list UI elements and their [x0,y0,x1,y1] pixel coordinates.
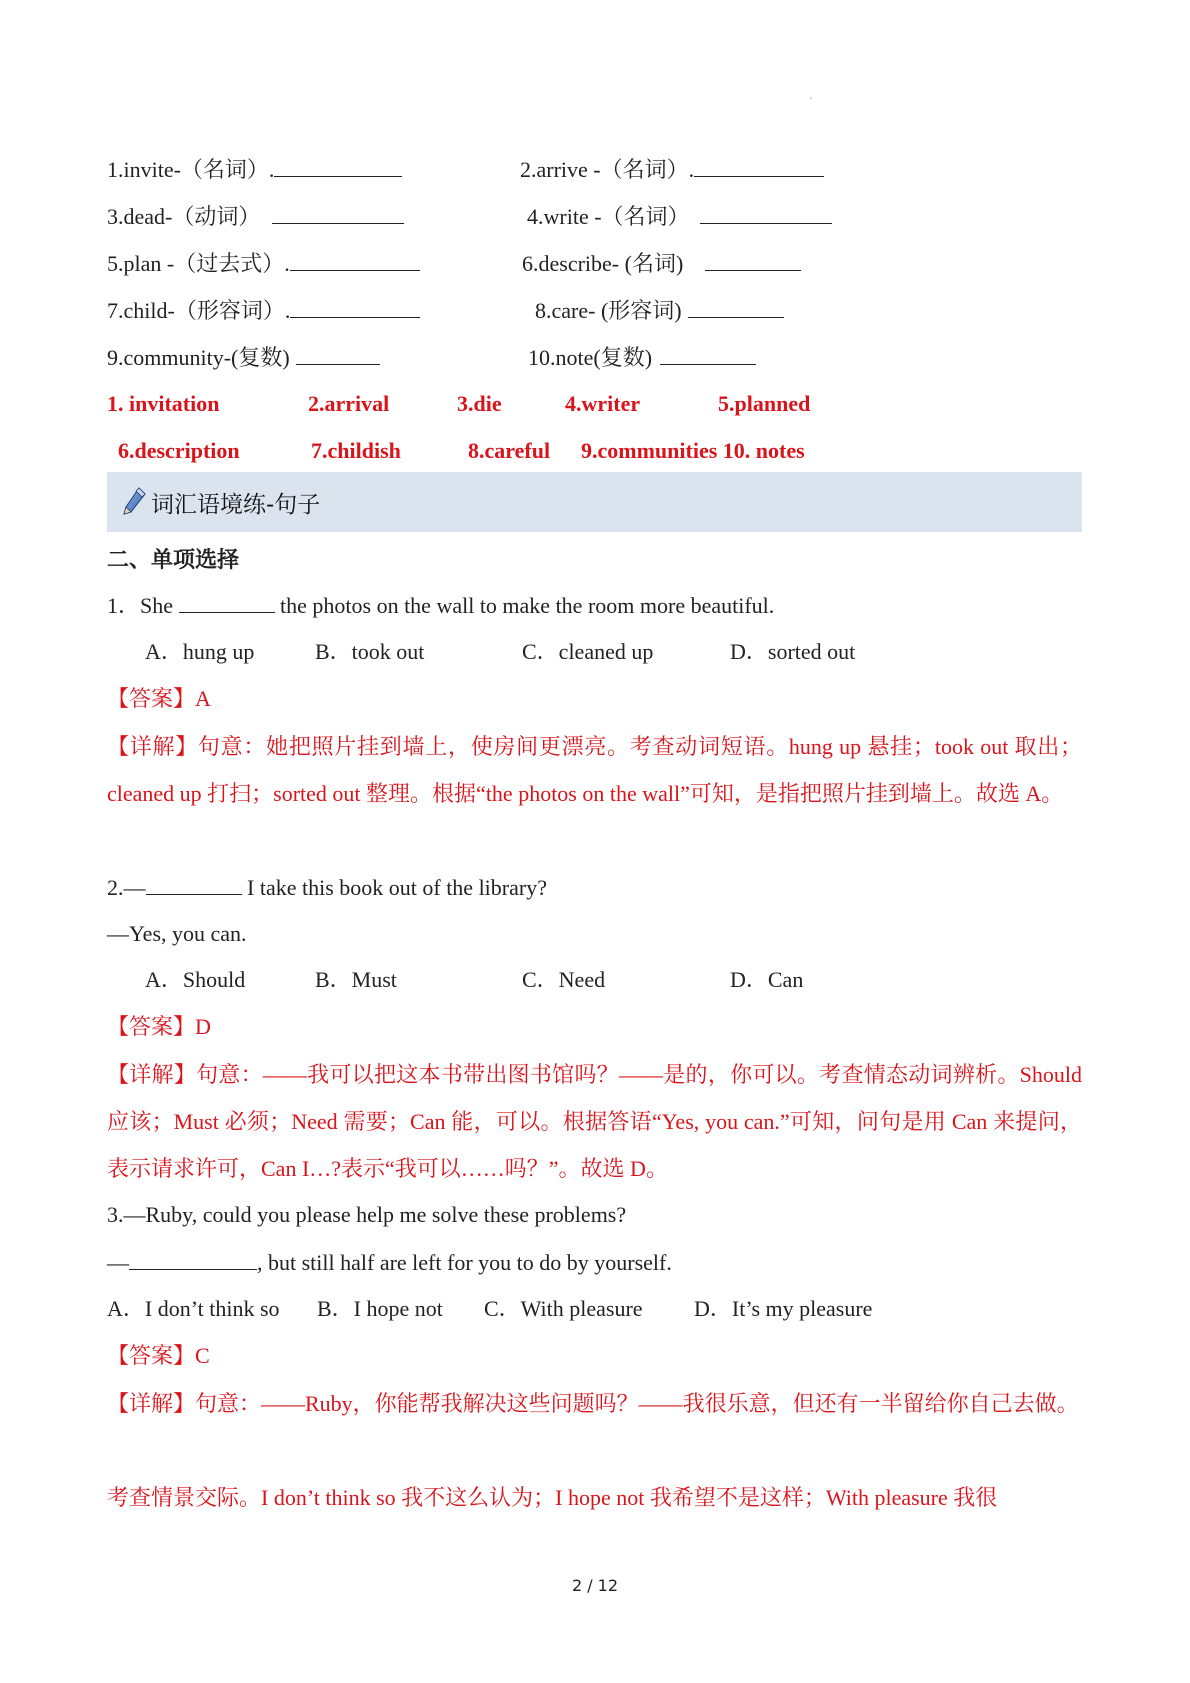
answer-blank[interactable] [694,154,824,177]
explanation: 【详解】句意：——我可以把这本书带出图书馆吗？——是的，你可以。考查情态动词辨析。Should 应该；Must 必须；Need 需要；Can 能，可以。根据答语“Yes, you can.”可知，问句是用 Can 来提问，表示请求许可，Can I…?表示“我可以……吗？”。故选 D。 [107,1062,1082,1181]
answer-blank[interactable] [700,201,832,224]
page-number: 2 / 12 [571,1576,619,1595]
vocab-answer: 7.childish [311,438,401,463]
question-reply: — , but still half are left for you to do by yourself. [107,1247,672,1278]
vocab-answer: 3.die [457,391,502,416]
vocab-item: 2.arrive -（名词）. [520,154,824,185]
vocab-item: 5.plan -（过去式）. [107,248,420,279]
option-a[interactable]: A．I don’t think so [107,1296,280,1321]
answer-blank[interactable] [129,1247,257,1270]
option-d[interactable]: D．It’s my pleasure [694,1296,873,1321]
answer-label: 【答案】C [107,1343,210,1368]
vocab-item: 9.community-(复数) [107,342,380,373]
answer-blank[interactable] [296,342,380,365]
option-d[interactable]: D．Can [730,967,804,992]
option-a[interactable]: A．Should [145,967,246,992]
option-c[interactable]: C．Need [522,967,606,992]
answer-blank[interactable] [660,342,756,365]
section-heading: 二、单项选择 [107,548,240,573]
option-b[interactable]: B．I hope not [317,1296,443,1321]
section-bar [107,472,1082,532]
question-stem: 3.—Ruby, could you please help me solve these problems? [107,1202,627,1227]
option-c[interactable]: C．cleaned up [522,639,654,664]
answer-label: 【答案】D [107,1014,211,1039]
question-stem: 1．She the photos on the wall to make the room more beautiful. [107,590,774,621]
answer-blank[interactable] [272,201,404,224]
answer-blank[interactable] [179,590,275,613]
question-reply: —Yes, you can. [107,921,247,946]
vocab-answer: 8.careful [468,438,551,463]
answer-label: 【答案】A [107,686,211,711]
answer-blank[interactable] [688,295,784,318]
vocab-item: 4.write -（名词） [527,201,832,232]
option-b[interactable]: B．Must [315,967,397,992]
option-c[interactable]: C．With pleasure [484,1296,643,1321]
vocab-answer: 6.description [118,438,240,463]
vocab-item: 1.invite-（名词）. [107,154,402,185]
answer-blank[interactable] [290,295,420,318]
option-a[interactable]: A．hung up [145,639,255,664]
explanation: 【详解】句意：——Ruby，你能帮我解决这些问题吗？——我很乐意，但还有一半留给你自己去做。 [107,1391,1079,1416]
vocab-item: 3.dead-（动词） [107,201,404,232]
answer-blank[interactable] [146,872,242,895]
vocab-answer: 4.writer [565,391,641,416]
option-d[interactable]: D．sorted out [730,639,856,664]
answer-blank[interactable] [290,248,420,271]
explanation: 【详解】句意：她把照片挂到墙上，使房间更漂亮。考查动词短语。hung up 悬挂；took out 取出；cleaned up 打扫；sorted out 整理。根据“the photos on the wall”可知，是指把照片挂到墙上。故选 A。 [107,734,1082,806]
question-stem: 2.— I take this book out of the library? [107,872,547,903]
answer-blank[interactable] [274,154,402,177]
corner-mark: ' [810,96,812,107]
vocab-item: 6.describe- (名词) [522,248,801,279]
vocab-answer: 1. invitation [107,391,220,416]
section-title: 词汇语境练-句子 [151,492,321,518]
vocab-item: 8.care- (形容词) [535,295,784,326]
option-b[interactable]: B．took out [315,639,425,664]
vocab-answer: 5.planned [718,391,811,416]
explanation-continued: 考查情景交际。I don’t think so 我不这么认为；I hope not 我希望不是这样；With pleasure 我很 [107,1485,998,1510]
vocab-answer: 9.communities 10. notes [581,438,805,463]
vocab-answer: 2.arrival [308,391,390,416]
vocab-item: 7.child-（形容词）. [107,295,420,326]
pencil-icon [121,486,147,516]
vocab-item: 10.note(复数) [528,342,756,373]
answer-blank[interactable] [705,248,801,271]
